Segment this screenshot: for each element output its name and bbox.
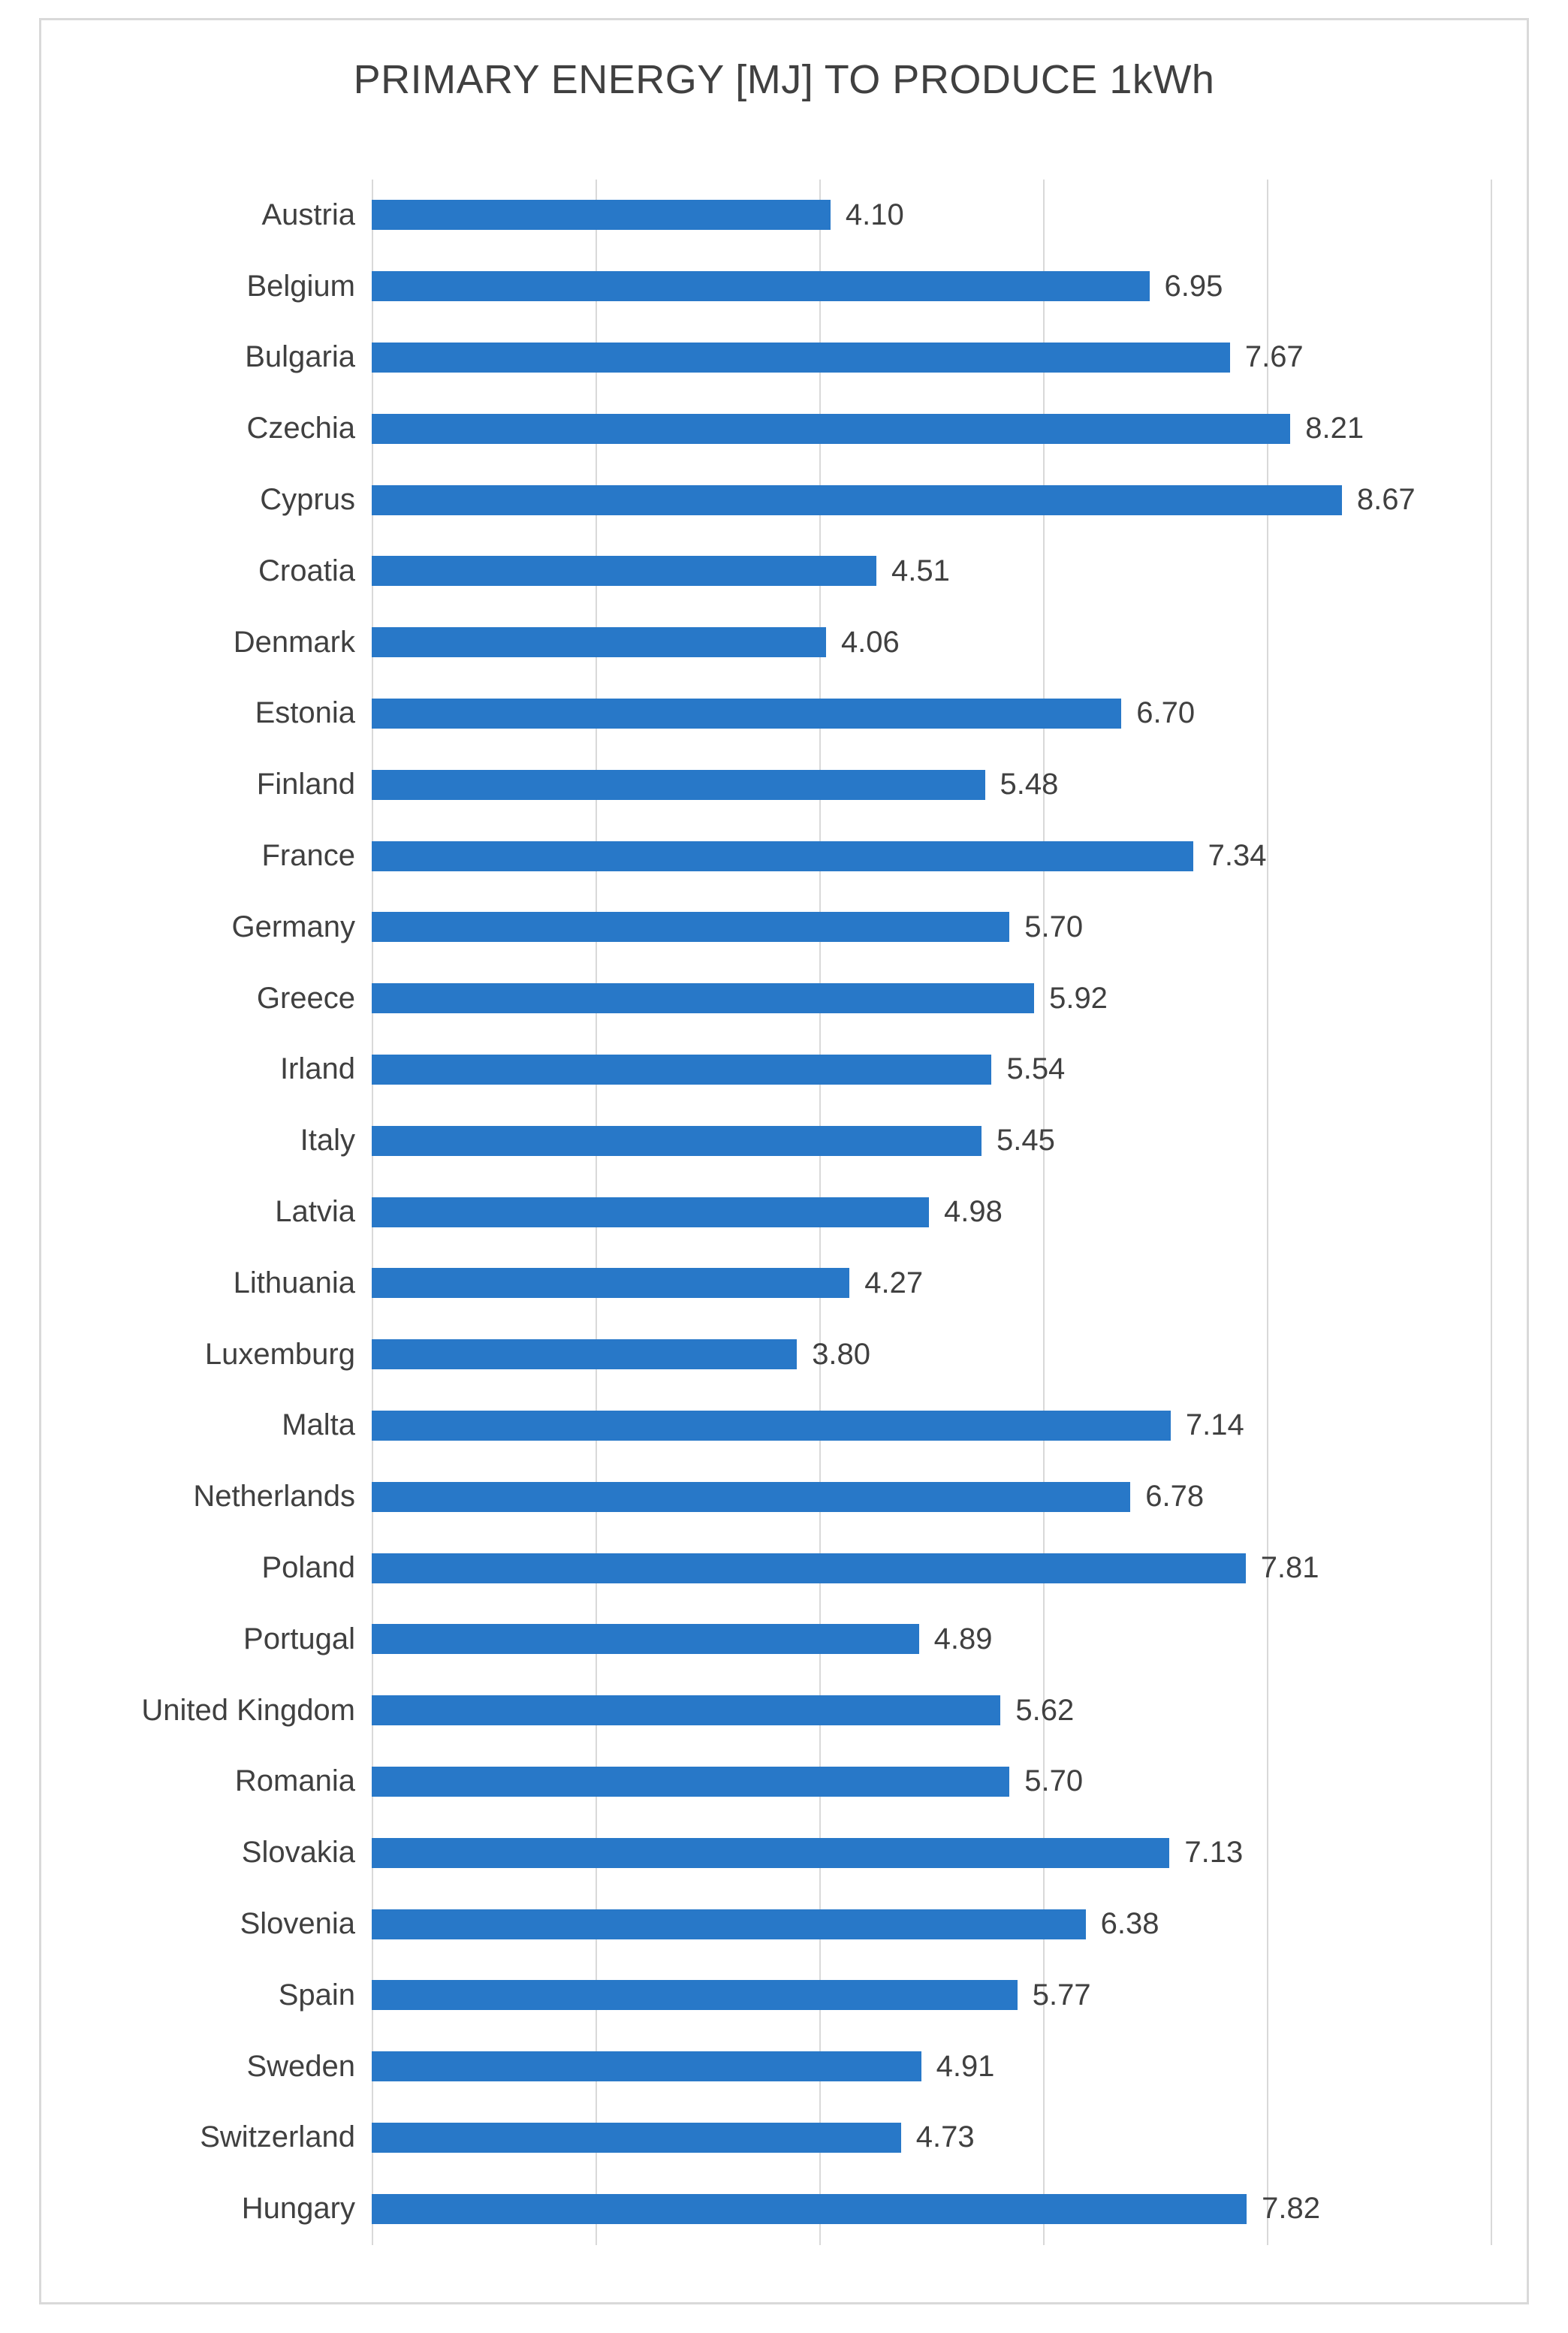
category-label: Sweden (246, 2049, 355, 2083)
category-label: Finland (256, 768, 355, 801)
bar-row (261, 820, 1491, 892)
bar[interactable] (372, 2051, 921, 2081)
value-label: 4.51 (891, 554, 950, 587)
category-label: Romania (234, 1764, 355, 1798)
value-label: 5.45 (997, 1124, 1055, 1157)
value-label: 6.70 (1136, 696, 1196, 730)
category-label: Poland (261, 1551, 355, 1585)
bar-row (275, 1176, 1491, 1248)
bar[interactable] (372, 699, 1121, 729)
bar[interactable] (372, 556, 876, 586)
value-label: 4.10 (845, 198, 904, 231)
bar-row (193, 1461, 1491, 1532)
value-label: 8.67 (1356, 483, 1416, 517)
category-label: Malta (282, 1408, 355, 1442)
bar[interactable] (372, 983, 1034, 1013)
category-label: Cyprus (260, 483, 355, 517)
value-label: 6.38 (1100, 1907, 1159, 1941)
bar-row (256, 963, 1491, 1034)
bar-row (282, 1390, 1491, 1462)
category-label: Germany (231, 910, 355, 943)
bar-row (255, 678, 1491, 750)
category-label: Italy (300, 1124, 355, 1157)
value-label: 5.77 (1032, 1978, 1091, 2012)
value-label: 7.34 (1208, 839, 1267, 873)
category-label: Austria (261, 198, 355, 231)
category-label: Irland (279, 1052, 355, 1086)
bar[interactable] (372, 1055, 991, 1085)
value-label: 8.21 (1305, 412, 1364, 445)
bar-row (233, 607, 1491, 678)
bar[interactable] (372, 627, 826, 657)
category-label: Bulgaria (245, 340, 355, 374)
value-label: 5.92 (1049, 981, 1108, 1015)
value-label: 4.89 (933, 1622, 993, 1655)
bar[interactable] (372, 1411, 1171, 1441)
bar[interactable] (372, 1197, 929, 1227)
bar-row (204, 1319, 1491, 1390)
bar[interactable] (372, 912, 1009, 942)
category-label: Slovenia (240, 1907, 355, 1941)
category-label: Czechia (246, 412, 355, 445)
bar-row (246, 393, 1491, 464)
bar-row (233, 1248, 1491, 1319)
bar-row (261, 180, 1491, 251)
bar-row (240, 1888, 1491, 1960)
category-label: United Kingdom (141, 1693, 355, 1727)
bar-row (300, 1105, 1491, 1176)
bar-row (261, 1532, 1491, 1604)
bar-row (241, 1817, 1491, 1888)
bar[interactable] (372, 1553, 1246, 1583)
category-label: Latvia (275, 1195, 355, 1229)
bar[interactable] (372, 1909, 1086, 1939)
bar-row (278, 1960, 1491, 2031)
value-label: 6.95 (1164, 269, 1223, 303)
bar[interactable] (372, 1482, 1130, 1512)
bar[interactable] (372, 1695, 1000, 1725)
bar-row (256, 749, 1491, 820)
bar[interactable] (372, 2194, 1247, 2224)
bar-rows (141, 180, 1491, 2245)
bar-row (141, 1675, 1491, 1746)
bar[interactable] (372, 1624, 919, 1654)
bar-row (245, 322, 1491, 394)
category-label: Hungary (241, 2192, 355, 2226)
value-label: 4.06 (840, 625, 900, 659)
bar[interactable] (372, 271, 1150, 301)
value-label: 3.80 (812, 1337, 871, 1371)
category-label: Greece (256, 981, 355, 1015)
bar-row (258, 536, 1491, 607)
bar[interactable] (372, 343, 1230, 373)
bar[interactable] (372, 200, 831, 230)
value-label: 7.81 (1260, 1551, 1319, 1585)
value-label: 7.67 (1244, 340, 1304, 374)
bar[interactable] (372, 770, 985, 800)
value-label: 4.98 (944, 1195, 1003, 1229)
bar[interactable] (372, 2123, 901, 2153)
category-label: Estonia (255, 696, 355, 730)
value-label: 5.70 (1024, 910, 1084, 943)
category-label: Portugal (243, 1622, 355, 1655)
bar-row (234, 1746, 1491, 1818)
category-label: Belgium (246, 269, 355, 303)
bar-row (200, 2102, 1491, 2174)
gridline (1491, 180, 1492, 2245)
category-label: Denmark (233, 625, 355, 659)
value-label: 7.13 (1184, 1836, 1244, 1870)
bar-row (260, 464, 1491, 536)
bar[interactable] (372, 1980, 1018, 2010)
value-label: 5.62 (1015, 1693, 1075, 1727)
plot-area (141, 155, 1491, 2266)
value-label: 4.91 (936, 2049, 995, 2083)
category-label: Spain (278, 1978, 355, 2012)
bar[interactable] (372, 1268, 849, 1298)
bar[interactable] (372, 841, 1193, 871)
chart-title: PRIMARY ENERGY [MJ] TO PRODUCE 1kWh (353, 57, 1215, 102)
bar-row (231, 892, 1491, 963)
category-label: Netherlands (193, 1480, 355, 1514)
category-label: France (261, 839, 355, 873)
value-label: 5.48 (1000, 768, 1059, 801)
chart-container (39, 18, 1529, 2304)
bar-row (246, 2031, 1491, 2102)
category-label: Croatia (258, 554, 355, 587)
bar[interactable] (372, 1126, 982, 1156)
bar[interactable] (372, 414, 1290, 444)
value-label: 4.27 (864, 1266, 924, 1299)
category-label: Lithuania (233, 1266, 355, 1299)
bar-row (246, 251, 1491, 322)
value-label: 4.73 (915, 2120, 975, 2154)
value-label: 5.70 (1024, 1764, 1084, 1798)
value-label: 7.14 (1185, 1408, 1244, 1442)
bar-row (241, 2173, 1491, 2244)
bar[interactable] (372, 1339, 797, 1369)
category-label: Luxemburg (204, 1337, 355, 1371)
category-label: Switzerland (200, 2120, 355, 2154)
bar[interactable] (372, 1838, 1169, 1868)
value-label: 6.78 (1145, 1480, 1205, 1514)
value-label: 5.54 (1006, 1052, 1066, 1086)
category-label: Slovakia (241, 1836, 355, 1870)
bar-row (243, 1604, 1491, 1675)
value-label: 7.82 (1262, 2192, 1321, 2226)
bar[interactable] (372, 1767, 1009, 1797)
bar[interactable] (372, 485, 1342, 515)
bar-row (279, 1034, 1491, 1106)
